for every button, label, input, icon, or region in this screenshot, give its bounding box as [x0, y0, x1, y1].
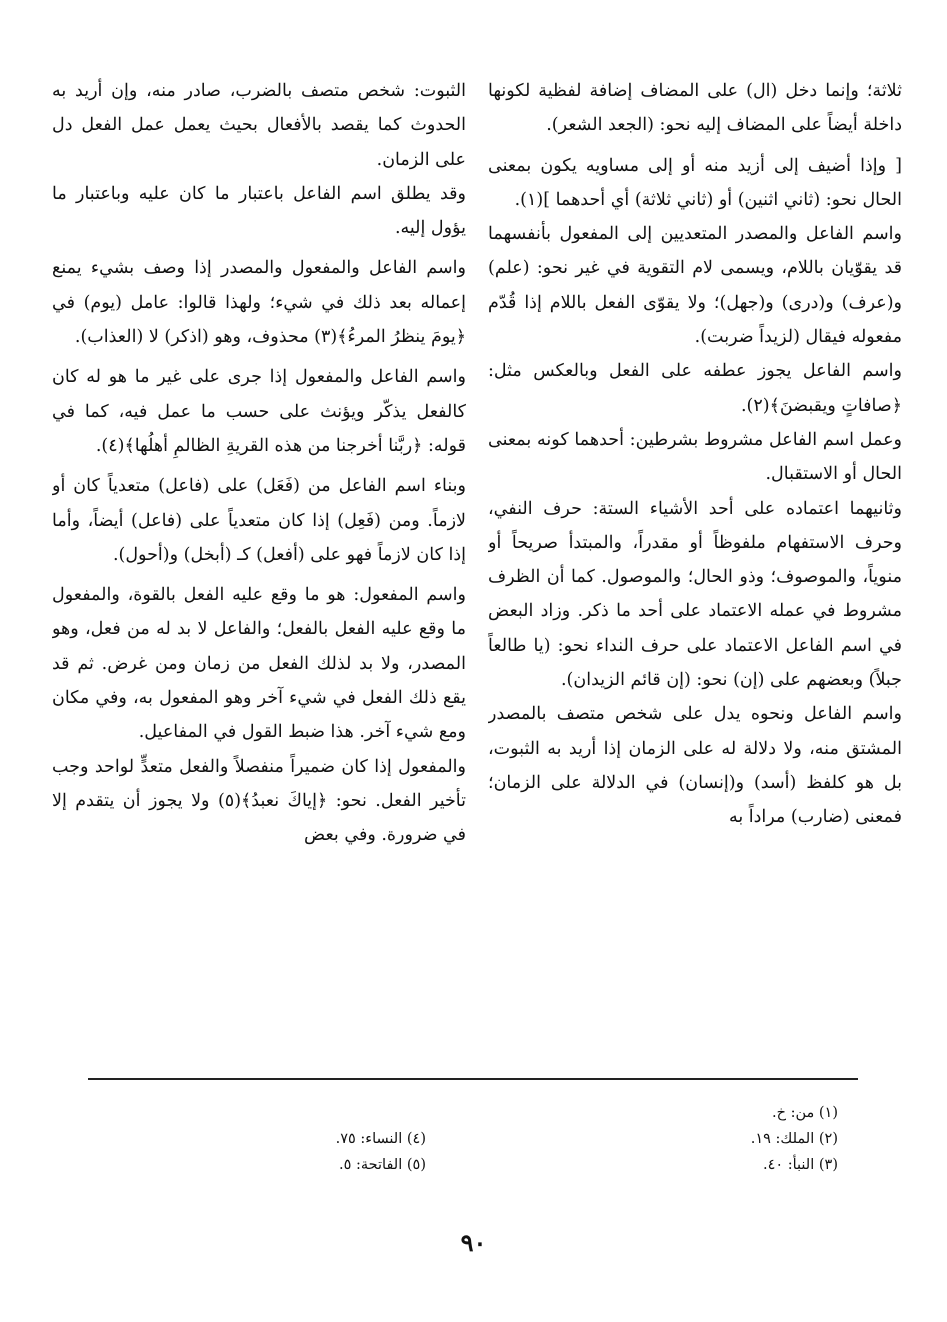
footnote: (٥) الفاتحة: ٥.: [338, 1157, 426, 1173]
left-text-column: [52, 74, 466, 1054]
paragraph: [ وإذا أضيف إلى أزيد منه أو إلى مساويه يكون بمعنى الحال نحو: (ثاني اثنين) أو (ثاني ثلاثة) أي أحدهما ](١).: [488, 155, 902, 210]
right-text-column: [488, 74, 902, 1054]
footnote: (٣) النبأ: ٤٠.: [762, 1157, 838, 1173]
footnotes-right: [508, 1100, 838, 1178]
footnote: (١) من: خ.: [771, 1105, 838, 1121]
paragraph: الثبوت: شخص متصف بالضرب، صادر منه، وإن أريد به الحدوث كما يقصد بالأفعال بحيث يعمل عمل الفعل دل على الزمان.: [52, 81, 466, 170]
footnote: (٤) النساء: ٧٥.: [335, 1131, 426, 1147]
footnote: (٢) الملك: ١٩.: [750, 1131, 838, 1147]
paragraph: واسم الفاعل ونحوه يدل على شخص متصف بالمصدر المشتق منه، ولا دلالة له على الزمان إذا أريد به الثبوت، بل هو كلفظ (أسد) و(إنسان) في الدلالة على الزمان؛ فمعنى (ضارب) مراداً به: [488, 704, 902, 828]
paragraph: واسم الفاعل يجوز عطفه على الفعل وبالعكس مثل: ﴿صافاتٍ ويقبضنَ﴾(٢).: [488, 361, 902, 416]
paragraph: واسم المفعول: هو ما وقع عليه الفعل بالقوة، والمفعول ما وقع عليه الفعل بالفعل؛ والفاعل لا بد له من فعل، وهو المصدر، ولا بد لذلك الفعل من زمان ومن غرض. ثم قد يقع ذلك الفعل في شيء آخر وهو المفعول به، وفي مكان ومع شيء آخر. هذا ضبط القول في المفاعيل.: [52, 585, 466, 743]
paragraph: وعمل اسم الفاعل مشروط بشرطين: أحدهما كونه بمعنى الحال أو الاستقبال.: [488, 429, 902, 485]
page-number: ٩٠: [460, 1228, 487, 1257]
paragraph: ثلاثة؛ وإنما دخل (ال) على المضاف إضافة لفظية لكونها داخلة أيضاً على المضاف إليه نحو: (الجعد الشعر).: [488, 81, 902, 136]
paragraph: والمفعول إذا كان ضميراً منفصلاً والفعل متعدٍّ لواحد وجب تأخير الفعل. نحو: ﴿إياكَ نعبدُ﴾(٥) ولا يجوز أن يتقدم إلا في ضرورة. وفي بعض: [52, 756, 466, 846]
paragraph: واسم الفاعل والمفعول إذا جرى على غير ما هو له كان كالفعل يذكّر ويؤنث على حسب ما عمل فيه، كما في قوله: ﴿ربَّنا أخرجنا من هذه القريةِ الظالمِ أهلُها﴾(٤).: [52, 367, 466, 456]
footnotes-left: [96, 1126, 426, 1178]
paragraph: وثانيهما اعتماده على أحد الأشياء الستة: حرف النفي، وحرف الاستفهام ملفوظاً أو مقدراً، والمبتدأ صريحاً أو منوياً، والموصوف؛ وذو الحال؛ والموصول. كما أن الظرف مشروط في عمله الاعتماد على أحد ما ذكر. وزاد البعض في اسم الفاعل الاعتماد على حرف النداء نحو: (يا طالعاً جبلاً) وبعضهم على (إن) نحو: (إن قائم الزيدان).: [488, 498, 902, 691]
footnote-divider: [88, 1078, 858, 1080]
paragraph: واسم الفاعل والمفعول والمصدر إذا وصف بشيء يمنع إعماله بعد ذلك في شيء؛ ولهذا قالوا: عامل (يوم) في ﴿يومَ ينظرُ المرءُ﴾(٣) محذوف، وهو (اذكر) لا (العذاب).: [52, 258, 466, 348]
paragraph: وقد يطلق اسم الفاعل باعتبار ما كان عليه وباعتبار ما يؤول إليه.: [52, 183, 466, 239]
paragraph: واسم الفاعل والمصدر المتعديين إلى المفعول بأنفسهما قد يقوّيان باللام، ويسمى لام التقوية في غير نحو: (علم) و(عرف) و(درى) و(جهل)؛ ولا يقوّى الفعل باللام إذا قُدّم مفعوله فيقال (لزيداً ضربت).: [488, 224, 902, 348]
paragraph: وبناء اسم الفاعل من (فَعَل) على (فاعل) متعدياً كان أو لازماً. ومن (فَعِل) إذا كان متعدياً على (فاعل) أيضاً، وأما إذا كان لازماً فهو على (أفعل) كـ (أبخل) و(أحول).: [52, 476, 466, 565]
